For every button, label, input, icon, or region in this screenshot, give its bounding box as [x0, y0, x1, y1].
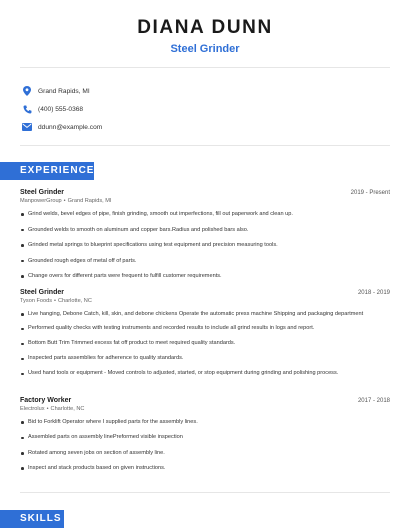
job-entry-3 [20, 397, 390, 472]
list-item: Bottom Butt Trim Trimmed excess fat off product to meet required quality standards. [20, 340, 390, 347]
candidate-title: Steel Grinder [170, 43, 240, 55]
contact-email-text: ddunn@example.com [38, 123, 103, 131]
job-bullets [20, 211, 390, 280]
list-item: Grounded rough edges of metal off of parts. [20, 258, 390, 265]
job-company-line: ManpowerGroup • Grand Rapids, MI [20, 198, 112, 204]
job-location: Charlotte, NC [58, 298, 92, 304]
list-item: Change overs for different parts were frequent to fulfill customer requirements. [20, 273, 390, 280]
candidate-name: DIANA DUNN [137, 17, 273, 38]
contact-phone [22, 100, 102, 118]
phone-icon [22, 104, 32, 114]
list-item: Used hand tools or equipment - Moved controls to adjusted, started, or stop equipment during grinding and polishing process. [20, 370, 390, 377]
contact-phone-text: (400) 555-0368 [38, 105, 84, 113]
job-company-line: Tyson Foods • Charlotte, NC [20, 298, 92, 304]
job-dates: 2019 - Present [350, 190, 390, 196]
job-bullets [20, 311, 390, 378]
section-heading-experience: EXPERIENCE [0, 162, 94, 180]
job-company: ManpowerGroup [20, 198, 62, 204]
contact-location-text: Grand Rapids, MI [38, 87, 90, 95]
contact-location [22, 82, 102, 100]
job-entry-2 [20, 289, 390, 378]
map-pin-icon [22, 86, 32, 96]
envelope-icon [22, 122, 32, 132]
contact-email [22, 118, 102, 136]
job-location: Grand Rapids, MI [67, 198, 112, 204]
list-item: Bid to Forklift Operator where I supplied parts for the assembly lines. [20, 419, 390, 426]
job-bullets [20, 419, 390, 472]
job-location: Charlotte, NC [50, 406, 85, 412]
job-title: Steel Grinder [20, 289, 64, 296]
list-item: Performed quality checks with testing instruments and recorded results to include all grind results in logs and report. [20, 325, 390, 332]
section-heading-skills: SKILLS [0, 510, 64, 528]
job-title: Steel Grinder [20, 189, 64, 196]
list-item: Inspected parts assemblies for adherence to quality standards. [20, 355, 390, 362]
contact-divider [20, 145, 390, 146]
job-dates: 2017 - 2018 [357, 398, 390, 404]
list-item: Grind welds, bevel edges of pipe, finish grinding, smooth out imperfections, fill out paperwork and clean up. [20, 211, 390, 218]
skills-divider [20, 492, 390, 493]
job-company-line: Electrolux • Charlotte, NC [20, 406, 85, 412]
list-item: Grinded metal springs to blueprint specifications using test equipment and precision measuring tools. [20, 242, 390, 249]
job-entry-1 [20, 189, 390, 280]
contact-list [22, 82, 102, 136]
list-item: Live hanging, Debone Catch, kill, skin, and debone chickens Operate the automatic press machine Shipping and packaging department [20, 311, 390, 318]
resume-header [0, 0, 410, 56]
job-title: Factory Worker [20, 397, 72, 404]
job-dates: 2018 - 2019 [357, 290, 390, 296]
list-item: Grounded welds to smooth on aluminum and copper bars.Radius and polished bars also. [20, 227, 390, 234]
list-item: Rotated among seven jobs on section of assembly line. [20, 450, 390, 457]
job-company: Tyson Foods [20, 298, 53, 304]
header-divider [20, 67, 390, 68]
job-company: Electrolux [20, 406, 45, 412]
list-item: Assembled parts on assembly linePreformed visible inspection [20, 434, 390, 441]
list-item: Inspect and stack products based on given instructions. [20, 465, 390, 472]
